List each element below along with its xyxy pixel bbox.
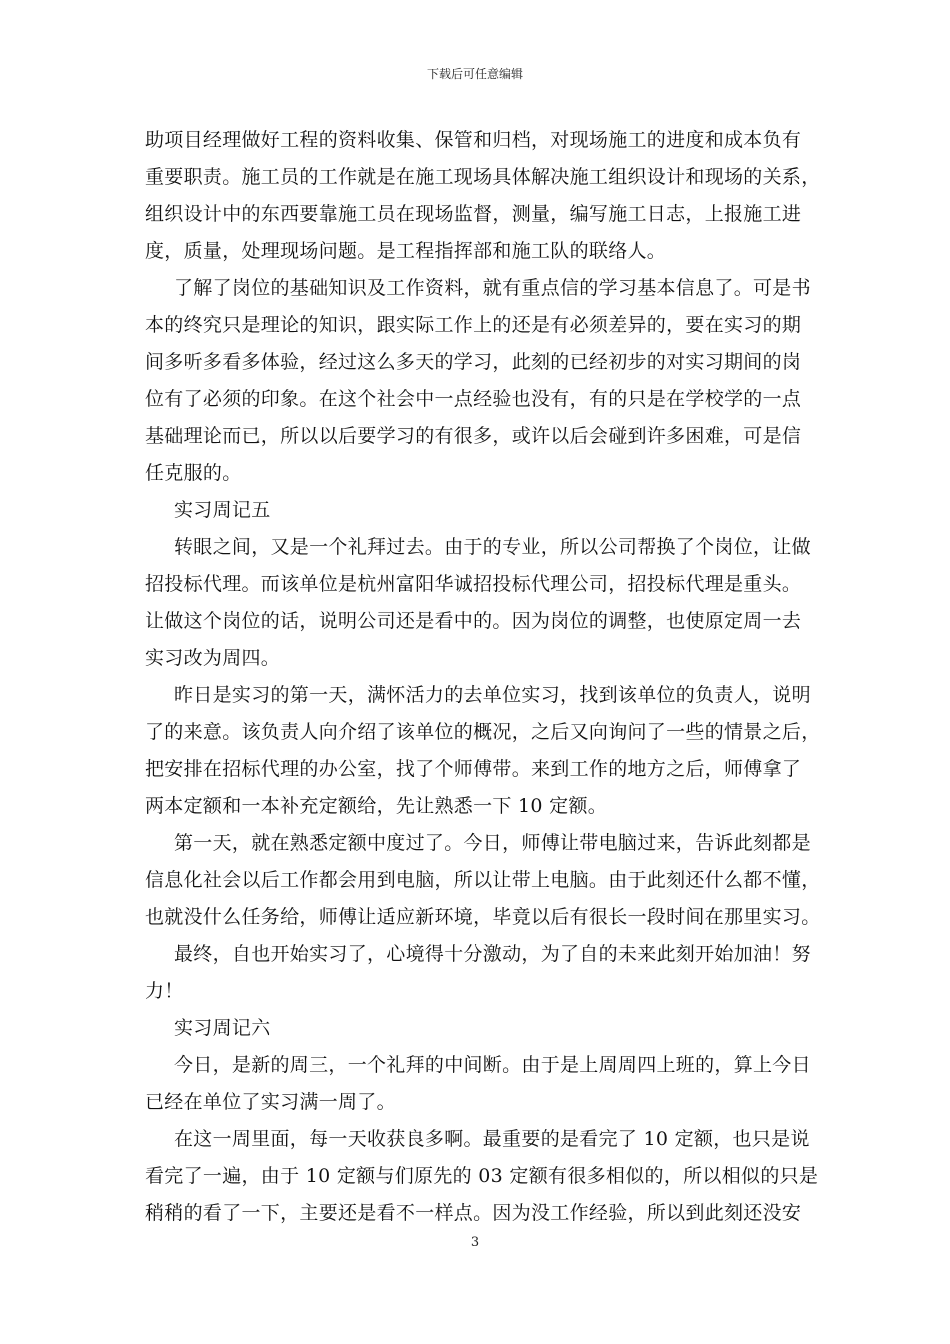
text-line: 了的来意。该负责人向介绍了该单位的概况，之后又向询问了一些的情景之后， xyxy=(145,721,821,743)
text-line: 基础理论而已，所以以后要学习的有很多，或许以后会碰到许多困难，可是信 xyxy=(145,425,802,447)
section-heading: 实习周记六 xyxy=(174,1017,271,1039)
section-heading: 实习周记五 xyxy=(174,499,271,521)
page-number: 3 xyxy=(470,1235,480,1250)
text-line: 稍稍的看了一下，主要还是看不一样点。因为没工作经验，所以到此刻还没安 xyxy=(145,1202,802,1224)
paragraph-first-line: 昨日是实习的第一天，满怀活力的去单位实习，找到该单位的负责人，说明 xyxy=(174,684,811,706)
text-line: 任克服的。 xyxy=(145,462,242,484)
text-line: 本的终究只是理论的知识，跟实际工作上的还是有必须差异的，要在实习的期 xyxy=(145,314,802,336)
text-line: 看完了一遍，由于 10 定额与们原先的 03 定额有很多相似的，所以相似的只是 xyxy=(145,1165,819,1187)
text-line: 已经在单位了实习满一周了。 xyxy=(145,1091,396,1113)
text-line: 间多听多看多体验，经过这么多天的学习，此刻的已经初步的对实习期间的岗 xyxy=(145,351,802,373)
text-line: 度，质量，处理现场问题。是工程指挥部和施工队的联络人。 xyxy=(145,240,667,262)
paragraph-first-line: 今日，是新的周三，一个礼拜的中间断。由于是上周周四上班的，算上今日 xyxy=(174,1054,811,1076)
text-line: 两本定额和一本补充定额给，先让熟悉一下 10 定额。 xyxy=(145,795,608,817)
text-line: 组织设计中的东西要靠施工员在现场监督，测量，编写施工日志，上报施工进 xyxy=(145,203,802,225)
text-line: 实习改为周四。 xyxy=(145,647,281,669)
document-body xyxy=(145,122,821,1232)
text-line: 也就没什么任务给，师傅让适应新环境，毕竟以后有很长一段时间在那里实习。 xyxy=(145,906,821,928)
text-line: 把安排在招标代理的办公室，找了个师傅带。来到工作的地方之后，师傅拿了 xyxy=(145,758,802,780)
text-line: 重要职责。施工员的工作就是在施工现场具体解决施工组织设计和现场的关系， xyxy=(145,166,821,188)
text-line: 力！ xyxy=(145,980,184,1002)
text-line: 招投标代理。而该单位是杭州富阳华诚招投标代理公司，招投标代理是重头。 xyxy=(145,573,802,595)
text-line: 位有了必须的印象。在这个社会中一点经验也没有，有的只是在学校学的一点 xyxy=(145,388,802,410)
paragraph-first-line: 了解了岗位的基础知识及工作资料，就有重点信的学习基本信息了。可是书 xyxy=(174,277,811,299)
paragraph-first-line: 第一天，就在熟悉定额中度过了。今日，师傅让带电脑过来，告诉此刻都是 xyxy=(174,832,811,854)
paragraph-first-line: 转眼之间，又是一个礼拜过去。由于的专业，所以公司帮换了个岗位，让做 xyxy=(174,536,811,558)
text-line: 让做这个岗位的话，说明公司还是看中的。因为岗位的调整，也使原定周一去 xyxy=(145,610,802,632)
page-header: 下载后可任意编辑 xyxy=(426,67,523,81)
paragraph-first-line: 在这一周里面，每一天收获良多啊。最重要的是看完了 10 定额，也只是说 xyxy=(174,1128,810,1150)
text-line: 信息化社会以后工作都会用到电脑，所以让带上电脑。由于此刻还什么都不懂， xyxy=(145,869,821,891)
paragraph-first-line: 最终，自也开始实习了，心境得十分激动，为了自的未来此刻开始加油！努 xyxy=(174,943,811,965)
text-line: 助项目经理做好工程的资料收集、保管和归档，对现场施工的进度和成本负有 xyxy=(145,129,802,151)
